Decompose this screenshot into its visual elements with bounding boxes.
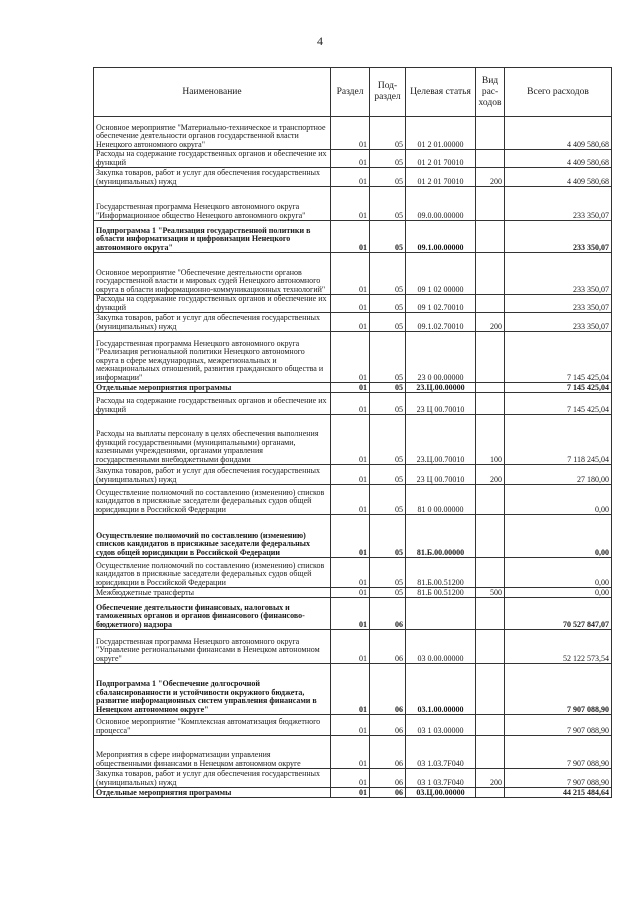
row-target-code: 81.Б 00.51200	[406, 588, 476, 598]
row-amount: 233 350,07	[505, 187, 612, 221]
row-expense-type	[476, 485, 505, 515]
row-expense-type	[476, 558, 505, 588]
table-row	[94, 558, 612, 588]
row-name: Обеспечение деятельности финансовых, налоговых и таможенных органов и органов финансового (финансово-бюджетного) надзора	[94, 598, 331, 630]
row-subsection: 05	[370, 515, 406, 558]
row-expense-type	[476, 383, 505, 393]
row-expense-type	[476, 630, 505, 664]
row-target-code: 81 0 00.00000	[406, 485, 476, 515]
row-section: 01	[331, 588, 370, 598]
row-amount: 233 350,07	[505, 295, 612, 313]
row-expense-type: 200	[476, 313, 505, 332]
row-amount: 4 409 580,68	[505, 168, 612, 187]
row-subsection: 05	[370, 221, 406, 253]
row-subsection: 05	[370, 558, 406, 588]
row-amount: 7 907 088,90	[505, 664, 612, 715]
row-name: Закупка товаров, работ и услуг для обеспечения государственных (муниципальных) нужд	[94, 465, 331, 485]
row-subsection: 06	[370, 598, 406, 630]
table-row	[94, 588, 612, 598]
row-subsection: 05	[370, 168, 406, 187]
row-subsection: 06	[370, 664, 406, 715]
row-amount: 44 215 484,64	[505, 788, 612, 798]
page-number: 4	[317, 34, 323, 48]
row-section: 01	[331, 788, 370, 798]
header-expense-type: Вид рас-ходов	[476, 68, 505, 117]
row-target-code: 03.Ц.00.00000	[406, 788, 476, 798]
row-expense-type	[476, 515, 505, 558]
row-name: Осуществление полномочий по составлению (изменению) списков кандидатов в присяжные заседатели федеральных судов общей юрисдикции в Российской Федерации	[94, 558, 331, 588]
table-row	[94, 295, 612, 313]
row-target-code: 81.Б.00.51200	[406, 558, 476, 588]
row-name: Межбюджетные трансферты	[94, 588, 331, 598]
row-section: 01	[331, 485, 370, 515]
row-name: Основное мероприятие "Материально-техническое и транспортное обеспечение деятельности органов государственной власти Ненецкого автономного округа"	[94, 117, 331, 150]
row-amount: 0,00	[505, 558, 612, 588]
row-section: 01	[331, 150, 370, 168]
row-expense-type	[476, 715, 505, 736]
row-section: 01	[331, 736, 370, 769]
row-section: 01	[331, 598, 370, 630]
row-target-code: 81.Б.00.00000	[406, 515, 476, 558]
row-target-code	[406, 598, 476, 630]
row-section: 01	[331, 313, 370, 332]
row-expense-type: 200	[476, 168, 505, 187]
row-expense-type	[476, 664, 505, 715]
row-name: Отдельные мероприятия программы	[94, 788, 331, 798]
table-row	[94, 150, 612, 168]
row-name: Расходы на содержание государственных органов и обеспечение их функций	[94, 393, 331, 415]
row-section: 01	[331, 187, 370, 221]
row-expense-type	[476, 332, 505, 383]
header-total-expenses: Всего расходов	[505, 68, 612, 117]
row-target-code: 09.0.00.00000	[406, 187, 476, 221]
table-row	[94, 221, 612, 253]
row-expense-type	[476, 253, 505, 295]
row-name: Государственная программа Ненецкого автономного округа "Реализация региональной политики Ненецкого автономного округа в сфере международных, межрегиональных и межнациональных отношений, развития гражданского общества и информации"	[94, 332, 331, 383]
table-row	[94, 187, 612, 221]
table-row	[94, 393, 612, 415]
row-target-code: 01 2 01 70010	[406, 150, 476, 168]
row-amount: 7 118 245,04	[505, 415, 612, 465]
row-expense-type	[476, 788, 505, 798]
table-row	[94, 415, 612, 465]
table-row	[94, 736, 612, 769]
row-subsection: 05	[370, 393, 406, 415]
row-target-code: 03 1 03.7F040	[406, 769, 476, 788]
row-target-code: 23 Ц 00.70010	[406, 393, 476, 415]
row-name: Осуществление полномочий по составлению (изменению) списков кандидатов в присяжные заседатели федеральных судов общей юрисдикции в Российской Федерации	[94, 515, 331, 558]
row-amount: 7 907 088,90	[505, 736, 612, 769]
table-row	[94, 630, 612, 664]
row-target-code: 01 2 01 70010	[406, 168, 476, 187]
table-row	[94, 117, 612, 150]
row-subsection: 05	[370, 253, 406, 295]
row-target-code: 01 2 01.00000	[406, 117, 476, 150]
row-amount: 52 122 573,54	[505, 630, 612, 664]
header-section: Раздел	[331, 68, 370, 117]
row-expense-type	[476, 295, 505, 313]
row-amount: 7 145 425,04	[505, 383, 612, 393]
row-section: 01	[331, 117, 370, 150]
row-section: 01	[331, 515, 370, 558]
row-section: 01	[331, 715, 370, 736]
row-expense-type	[476, 150, 505, 168]
row-expense-type	[476, 598, 505, 630]
row-target-code: 23.Ц.00.70010	[406, 415, 476, 465]
row-target-code: 09.1.00.00000	[406, 221, 476, 253]
row-amount: 233 350,07	[505, 313, 612, 332]
row-name: Закупка товаров, работ и услуг для обеспечения государственных (муниципальных) нужд	[94, 769, 331, 788]
table-row	[94, 465, 612, 485]
table-row	[94, 332, 612, 383]
row-subsection: 06	[370, 769, 406, 788]
row-subsection: 06	[370, 788, 406, 798]
row-section: 01	[331, 664, 370, 715]
row-expense-type	[476, 736, 505, 769]
row-target-code: 09 1 02 00000	[406, 253, 476, 295]
table-row	[94, 485, 612, 515]
row-section: 01	[331, 332, 370, 383]
row-expense-type: 500	[476, 588, 505, 598]
row-amount: 27 180,00	[505, 465, 612, 485]
row-target-code: 23 0 00.00000	[406, 332, 476, 383]
row-section: 01	[331, 168, 370, 187]
row-name: Расходы на содержание государственных органов и обеспечение их функций	[94, 295, 331, 313]
table-row	[94, 168, 612, 187]
row-section: 01	[331, 221, 370, 253]
row-target-code: 09.1.02.70010	[406, 313, 476, 332]
row-amount: 7 907 088,90	[505, 769, 612, 788]
row-subsection: 06	[370, 715, 406, 736]
row-name: Основное мероприятие "Обеспечение деятельности органов государственной власти и мировых судей Ненецкого автономного округа в области информационно-коммуникационных технологий"	[94, 253, 331, 295]
row-amount: 70 527 847,07	[505, 598, 612, 630]
header-target-article: Целевая статья	[406, 68, 476, 117]
row-subsection: 05	[370, 313, 406, 332]
row-name: Расходы на выплаты персоналу в целях обеспечения выполнения функций государственными (муниципальными) органами, казенными учреждениями, органами управления государственными внебюджетными фондами	[94, 415, 331, 465]
row-name: Расходы на содержание государственных органов и обеспечение их функций	[94, 150, 331, 168]
row-subsection: 06	[370, 630, 406, 664]
row-subsection: 05	[370, 383, 406, 393]
row-amount: 0,00	[505, 485, 612, 515]
row-amount: 0,00	[505, 588, 612, 598]
row-expense-type	[476, 393, 505, 415]
row-expense-type: 100	[476, 415, 505, 465]
row-expense-type	[476, 117, 505, 150]
row-subsection: 05	[370, 150, 406, 168]
table-row	[94, 515, 612, 558]
row-name: Основное мероприятие "Комплексная автоматизация бюджетного процесса"	[94, 715, 331, 736]
row-name: Государственная программа Ненецкого автономного округа "Информационное общество Ненецкого автономного округа"	[94, 187, 331, 221]
row-section: 01	[331, 393, 370, 415]
row-amount: 4 409 580,68	[505, 117, 612, 150]
row-section: 01	[331, 769, 370, 788]
row-amount: 233 350,07	[505, 221, 612, 253]
row-name: Государственная программа Ненецкого автономного округа "Управление региональными финансами в Ненецком автономном округе"	[94, 630, 331, 664]
row-section: 01	[331, 558, 370, 588]
row-amount: 0,00	[505, 515, 612, 558]
row-subsection: 06	[370, 736, 406, 769]
row-name: Осуществление полномочий по составлению (изменению) списков кандидатов в присяжные заседатели федеральных судов общей юрисдикции в Российской Федерации	[94, 485, 331, 515]
row-section: 01	[331, 465, 370, 485]
row-amount: 7 145 425,04	[505, 393, 612, 415]
row-subsection: 05	[370, 415, 406, 465]
row-target-code: 03 0.00.00000	[406, 630, 476, 664]
row-target-code: 03.1.00.00000	[406, 664, 476, 715]
row-subsection: 05	[370, 295, 406, 313]
table-header-row	[94, 68, 612, 117]
row-subsection: 05	[370, 332, 406, 383]
row-section: 01	[331, 295, 370, 313]
row-amount: 4 409 580,68	[505, 150, 612, 168]
row-amount: 7 145 425,04	[505, 332, 612, 383]
row-target-code: 03 1 03.00000	[406, 715, 476, 736]
row-target-code: 03 1.03.7F040	[406, 736, 476, 769]
row-amount: 233 350,07	[505, 253, 612, 295]
table-row	[94, 253, 612, 295]
table-row	[94, 769, 612, 788]
row-subsection: 05	[370, 485, 406, 515]
row-name: Мероприятия в сфере информатизации управления общественными финансами в Ненецком автономном округе	[94, 736, 331, 769]
row-subsection: 05	[370, 588, 406, 598]
row-expense-type: 200	[476, 769, 505, 788]
row-expense-type: 200	[476, 465, 505, 485]
row-section: 01	[331, 415, 370, 465]
row-amount: 7 907 088,90	[505, 715, 612, 736]
row-subsection: 05	[370, 465, 406, 485]
table-row	[94, 383, 612, 393]
table-row	[94, 664, 612, 715]
row-name: Закупка товаров, работ и услуг для обеспечения государственных (муниципальных) нужд	[94, 313, 331, 332]
budget-table	[93, 67, 612, 798]
row-subsection: 05	[370, 187, 406, 221]
row-section: 01	[331, 630, 370, 664]
header-name: Наименование	[94, 68, 331, 117]
row-section: 01	[331, 253, 370, 295]
row-expense-type	[476, 221, 505, 253]
row-target-code: 09 1 02.70010	[406, 295, 476, 313]
row-section: 01	[331, 383, 370, 393]
row-name: Отдельные мероприятия программы	[94, 383, 331, 393]
row-target-code: 23.Ц.00.00000	[406, 383, 476, 393]
row-subsection: 05	[370, 117, 406, 150]
header-subsection: Под-раздел	[370, 68, 406, 117]
table-row	[94, 313, 612, 332]
table-row	[94, 788, 612, 798]
row-name: Закупка товаров, работ и услуг для обеспечения государственных (муниципальных) нужд	[94, 168, 331, 187]
table-row	[94, 598, 612, 630]
row-expense-type	[476, 187, 505, 221]
table-row	[94, 715, 612, 736]
row-target-code: 23 Ц 00.70010	[406, 465, 476, 485]
row-name: Подпрограмма 1 "Реализация государственной политики в области информатизации и цифровизации Ненецкого автономного округа"	[94, 221, 331, 253]
row-name: Подпрограмма 1 "Обеспечение долгосрочной сбалансированности и устойчивости окружного бюджета, развитие информационных систем управления финансами в Ненецком автономном округе"	[94, 664, 331, 715]
